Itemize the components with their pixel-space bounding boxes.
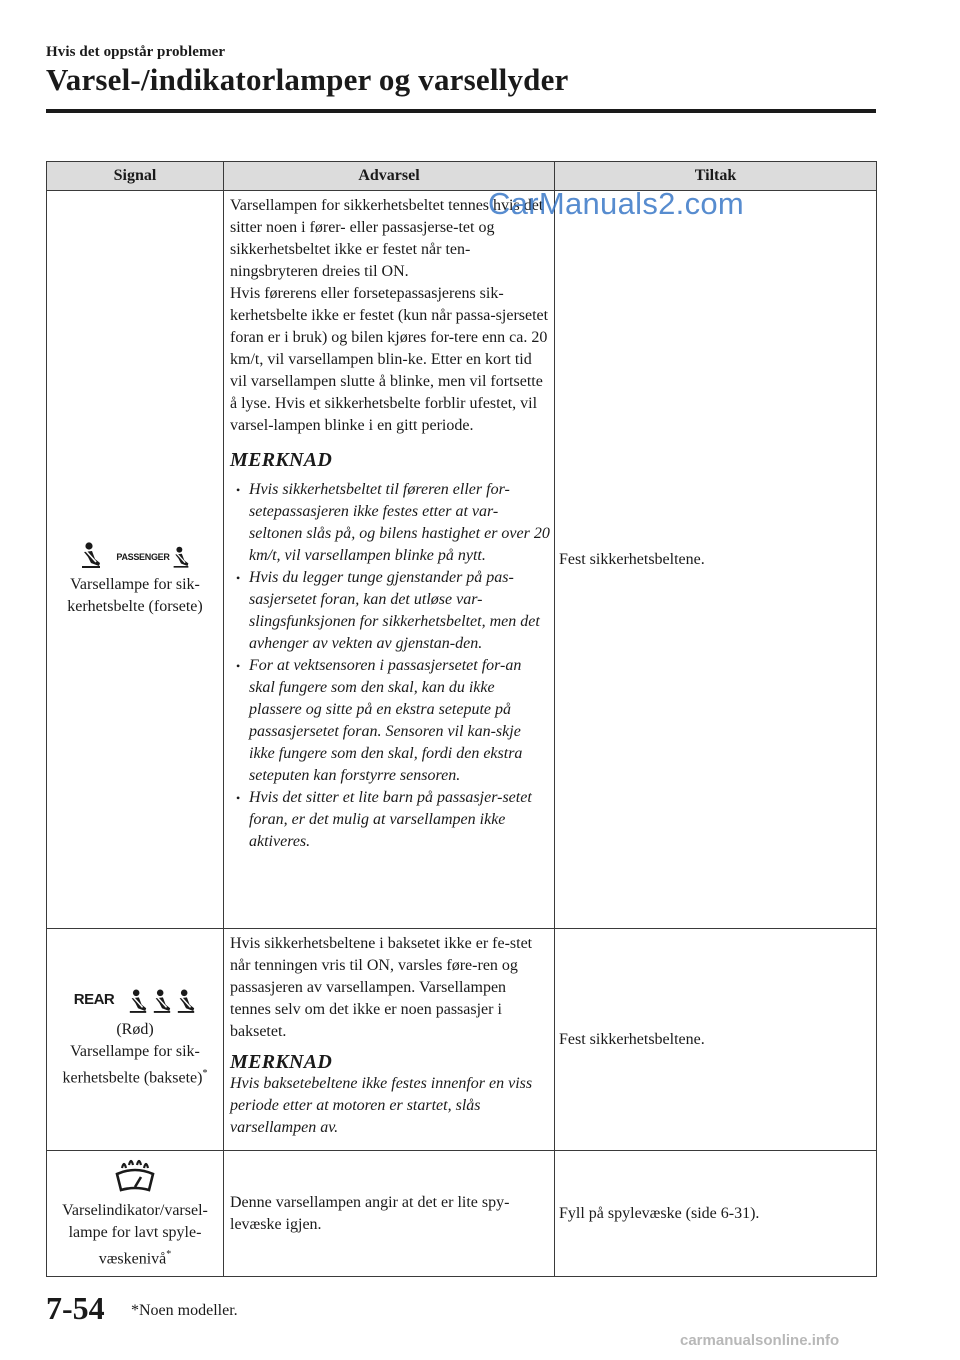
seatbelt-rear-left-icon: [128, 989, 148, 1013]
section-label: Hvis det oppstår problemer: [46, 44, 226, 60]
seatbelt-driver-icon: [80, 542, 102, 568]
table-header-row: [47, 162, 877, 191]
signal-label-text: Varselindikator/varsel- lampe for lavt spyle- væskenivå: [62, 1202, 208, 1268]
signal-cell-front-seatbelt: [47, 191, 224, 929]
color-label: (Rød): [116, 1021, 154, 1039]
table-row: [47, 191, 877, 929]
passenger-label: PASSENGER: [116, 551, 170, 562]
footnote-mark: *: [166, 1249, 172, 1261]
footnote: *Noen modeller.: [131, 1302, 238, 1319]
signal-cell-rear-seatbelt: [47, 929, 224, 1151]
table-row: [47, 1151, 877, 1277]
warning-text: Varsellampen for sikkerhetsbeltet tennes hvis det sitter noen i fører- eller passasjerse-tet og sikkerhetsbeltet ikke er festet når ten-ningsbryteren dreies til ON. Hvis førerens eller forsetepassasjerens sik-kerhetsbelte ikke er festet (kun når passa-sjersetet foran er i bruk) og bilen kjøres for-tere enn ca. 20 km/t, vil varsellampen blin-ke. Etter en kort tid vil varsellampen slutte å blinke, men vil fortsette å lyse. Hvis et sikkerhetsbelte forblir ufestet, vil varsel-lampen blinke i en gitt periode.: [230, 197, 549, 434]
list-item: • For at vektsensoren i passasjersetet for-an skal fungere som den skal, kan du ikke plassere og sitte på en ekstra setepute på passasjersetet foran. Sensoren vil kan-skje ikke fungere som den skal, fordi den ekstra seteputen kan forstyrre sensoren.: [230, 655, 550, 787]
warning-text: Denne varsellampen angir at det er lite spy-levæske igjen.: [230, 1193, 510, 1233]
note-heading: MERKNAD: [230, 1051, 333, 1073]
washer-fluid-icon: [114, 1156, 156, 1196]
action-cell-washer-fluid: [555, 1151, 877, 1277]
action-text: Fyll på spylevæske (side 6-31).: [559, 1204, 760, 1222]
page-number: 7-54: [46, 1290, 105, 1326]
warning-text: Hvis sikkerhetsbeltene i baksetet ikke er fe-stet når tenningen vris til ON, varsles føre-ren og passasjeren av varsellampen. Varsellampen tennes selv om det ikke er noen passasjer i baksetet.: [230, 935, 533, 1040]
signal-cell-washer-fluid: [47, 1151, 224, 1277]
footer-watermark: carmanualsonline.info: [680, 1332, 840, 1349]
header-signal: Signal: [47, 162, 224, 191]
footnote-mark: *: [202, 1068, 208, 1080]
header-action: Tiltak: [555, 162, 877, 191]
table-row: [47, 929, 877, 1151]
action-text: Fest sikkerhetsbeltene.: [559, 1030, 705, 1048]
signal-label: [51, 1200, 219, 1270]
warning-cell-front-seatbelt: [224, 191, 555, 929]
rear-label: REAR: [73, 991, 115, 1009]
seatbelt-rear-right-icon: [176, 989, 196, 1013]
action-cell-front-seatbelt: [555, 191, 877, 929]
note-text: Hvis baksetebeltene ikke festes innenfor en viss periode etter at motoren er startet, slås varsellampen av.: [230, 1075, 533, 1136]
list-item: • Hvis det sitter et lite barn på passasjer-setet foran, er det mulig at varsellampen ikke aktiveres.: [230, 787, 550, 853]
seatbelt-rear-center-icon: [152, 989, 172, 1013]
note-list: [230, 479, 550, 853]
seatbelt-passenger-icon: [172, 546, 190, 568]
title-rule: [46, 109, 876, 113]
header-warning: Advarsel: [224, 162, 555, 191]
warning-cell-washer-fluid: [224, 1151, 555, 1277]
signal-label: [51, 1041, 219, 1089]
list-item: • Hvis du legger tunge gjenstander på pas-sasjersetet foran, kan det utløse var-slingsfunksjonen for sikkerhetsbeltet, men det avhenger av vekten av gjenstan-den.: [230, 567, 550, 655]
page-title: Varsel-/indikatorlamper og varsellyder: [46, 62, 569, 97]
signal-label-text: Varsellampe for sik- kerhetsbelte (baksete): [62, 1043, 203, 1087]
note-heading: MERKNAD: [230, 449, 333, 471]
action-text: Fest sikkerhetsbeltene.: [559, 550, 705, 568]
signal-table: [46, 161, 877, 1277]
signal-label: Varsellampe for sik- kerhetsbelte (forsete): [67, 575, 203, 615]
action-cell-rear-seatbelt: [555, 929, 877, 1151]
list-item: • Hvis sikkerhetsbeltet til føreren eller for-setepassasjeren ikke festes etter at var-seltonen slås på, og bilens hastighet er over 20 km/t, vil varsellampen blinke på nytt.: [230, 479, 550, 567]
warning-cell-rear-seatbelt: [224, 929, 555, 1151]
watermark: CarManuals2.com: [488, 186, 745, 221]
